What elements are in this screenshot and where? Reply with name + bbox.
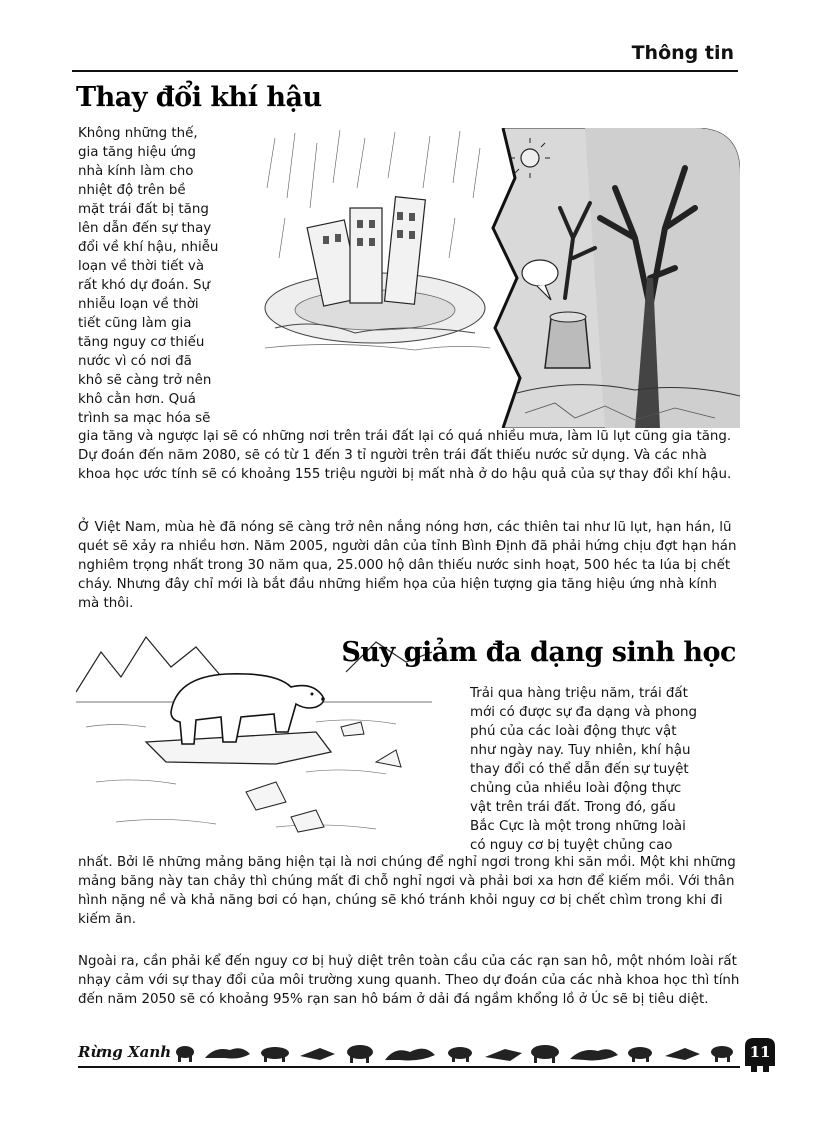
text-line: nước vì có nơi đã (78, 354, 192, 369)
text-line: trình sa mạc hóa sẽ (78, 411, 211, 426)
page-number: 11 (749, 1043, 771, 1061)
text-line: thay đổi có thể dẫn đến sự tuyệt (470, 762, 689, 777)
article-1-wrapped-text (78, 124, 253, 428)
text-line: Bắc Cực là một trong những loài (470, 819, 686, 834)
article-1-title: Thay đổi khí hậu (76, 82, 322, 113)
text-line: phú của các loài động thực vật (470, 724, 677, 739)
text-line: khô cằn hơn. Quá (78, 392, 196, 407)
article-2-paragraph-2: Ngoài ra, cần phải kể đến nguy cơ bị huỷ diệt trên toàn cầu của các rạn san hô, một nhóm loài rất nhạy cảm với sự thay đổi của môi trường xung quanh. Theo dự đoán của các nhà khoa học thì tính đến năm 2050 sẽ có khoảng 95% rạn san hô bám ở dải đá ngầm khổng lồ ở Úc sẽ bị tiêu diệt. (78, 954, 740, 1007)
text-line: Không những thế, (78, 126, 198, 141)
header-rule (72, 70, 738, 72)
article-2-continuation: nhất. Bởi lẽ những mảng băng hiện tại là nơi chúng để nghỉ ngơi trong khi săn mồi. Một khi những mảng băng này tan chảy thì chúng mất đi chỗ nghỉ ngơi và phải bơi xa hơn để kiếm mồi. Với thân hình nặng nề và khả năng bơi có hạn, chúng sẽ khó tránh khỏi nguy cơ bị chết chìm trong khi đi kiếm ăn. (78, 855, 736, 927)
section-label: Thông tin (631, 42, 734, 64)
text-line: chủng của nhiều loài động thực (470, 781, 682, 796)
article-2-wrapped-text (470, 684, 750, 855)
article-2-title: Suy giảm đa dạng sinh học (341, 637, 736, 668)
animal-silhouette-band (170, 1040, 740, 1064)
text-line: đổi về khí hậu, nhiễu (78, 240, 219, 255)
article-1-continuation: gia tăng và ngược lại sẽ có những nơi trên trái đất lại có quá nhiều mưa, làm lũ lụt cũng gia tăng. Dự đoán đến năm 2080, sẽ có từ 1 đến 3 tỉ người trên trái đất thiếu nước sử dụng. Và các nhà khoa học ước tính sẽ có khoảng 155 triệu người bị mất nhà ở do hậu quả của sự thay đổi khí hậu. (78, 429, 732, 482)
text-line: Trải qua hàng triệu năm, trái đất (470, 686, 688, 701)
text-line: tiết cũng làm gia (78, 316, 192, 331)
text-line: rất khó dự đoán. Sự (78, 278, 211, 293)
text-line: tăng nguy cơ thiếu (78, 335, 205, 350)
text-line: gia tăng hiệu ứng (78, 145, 197, 160)
text-line: nhiễu loạn về thời (78, 297, 199, 312)
footer-rule (78, 1066, 740, 1068)
magazine-name: Rừng Xanh (78, 1043, 172, 1061)
text-line: mới có được sự đa dạng và phong (470, 705, 698, 720)
text-line: vật trên trái đất. Trong đó, gấu (470, 800, 676, 815)
text-line: lên dẫn đến sự thay (78, 221, 212, 236)
text-line: nhiệt độ trên bề (78, 183, 186, 198)
text-line: mặt trái đất bị tăng (78, 202, 209, 217)
text-line: có nguy cơ bị tuyệt chủng cao (470, 838, 673, 853)
text-line: như ngày nay. Tuy nhiên, khí hậu (470, 743, 691, 758)
text-line: nhà kính làm cho (78, 164, 194, 179)
climate-change-illustration (255, 128, 740, 428)
text-line: khô sẽ càng trở nên (78, 373, 212, 388)
text-line: loạn về thời tiết và (78, 259, 205, 274)
article-1-paragraph-2: Ở Việt Nam, mùa hè đã nóng sẽ càng trở nên nắng nóng hơn, các thiên tai như lũ lụt, hạn hán, lũ quét sẽ xảy ra nhiều hơn. Năm 2005, người dân của tỉnh Bình Định đã phải hứng chịu đợt hạn hán nghiêm trọng nhất trong 30 năm qua, 25.000 hộ dân thiếu nước sinh hoạt, 500 héc ta lúa bị chết cháy. Nhưng đây chỉ mới là bắt đầu những hiểm họa của hiện tượng gia tăng hiệu ứng nhà kính mà thôi. (78, 520, 737, 611)
